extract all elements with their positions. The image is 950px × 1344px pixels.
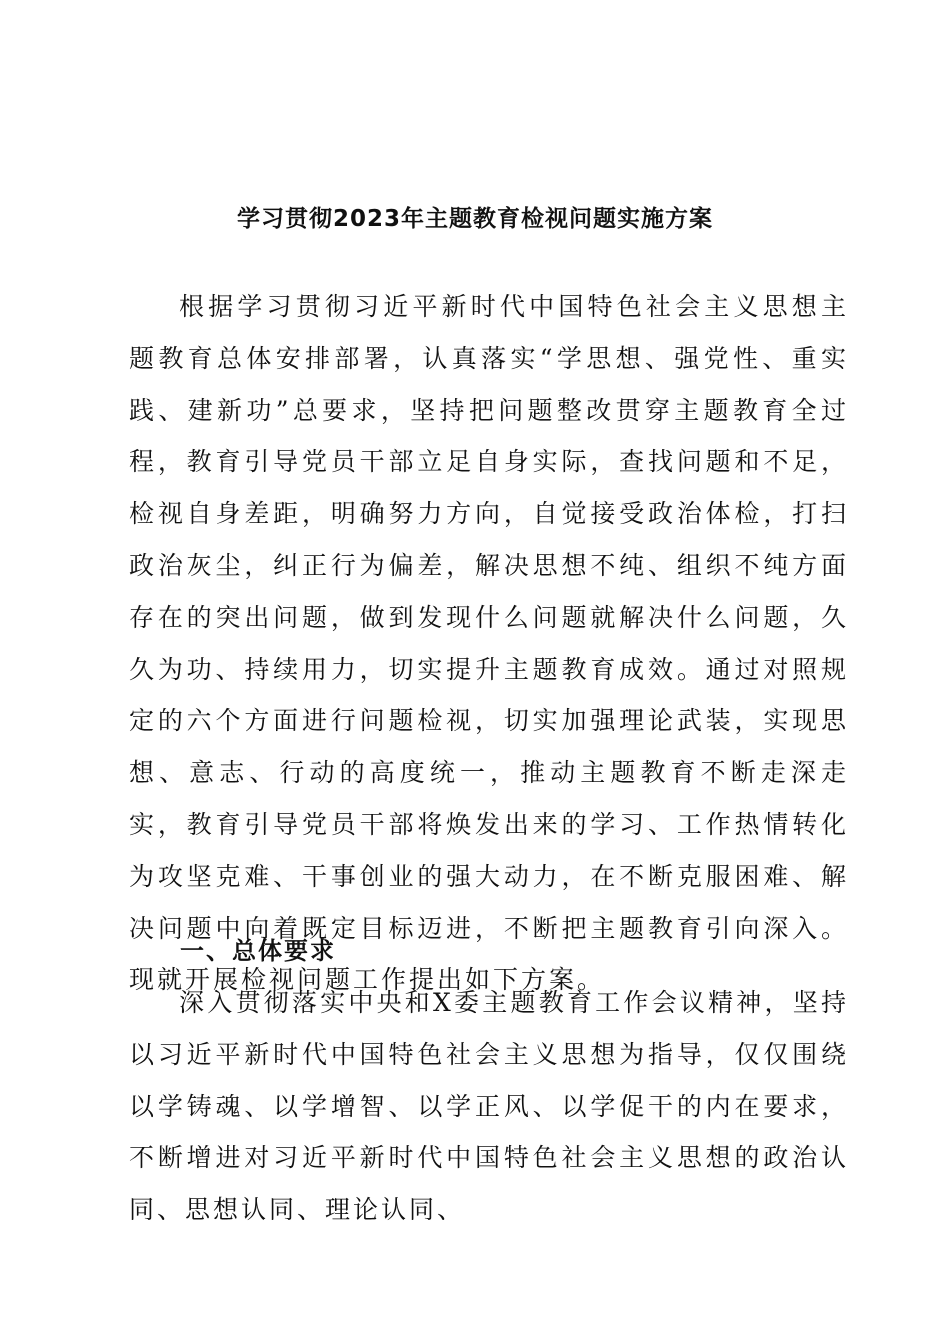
section-paragraph: 深入贯彻落实中央和X委主题教育工作会议精神，坚持以习近平新时代中国特色社会主义思想为指导，仅仅围绕以学铸魂、以学增智、以学正风、以学促干的内在要求，不断增进对习近平新时代中国特色社会主义思想的政治认同、思想认同、理论认同、 [129, 988, 849, 1225]
section-heading: 一、总体要求 [180, 937, 336, 965]
intro-paragraph: 根据学习贯彻习近平新时代中国特色社会主义思想主题教育总体安排部署，认真落实“学思想、强党性、重实践、建新功”总要求，坚持把问题整改贯穿主题教育全过程，教育引导党员干部立足自身实际，查找问题和不足，检视自身差距，明确努力方向，自觉接受政治体检，打扫政治灰尘，纠正行为偏差，解决思想不纯、组织不纯方面存在的突出问题，做到发现什么问题就解决什么问题，久久为功、持续用力，切实提升主题教育成效。通过对照规定的六个方面进行问题检视，切实加强理论武装，实现思想、意志、行动的高度统一，推动主题教育不断走深走实，教育引导党员干部将焕发出来的学习、工作热情转化为攻坚克难、干事创业的强大动力，在不断克服困难、解决问题中向着既定目标迈进，不断把主题教育引向深入。现就开展检视问题工作提出如下方案。 [129, 292, 849, 995]
document-title: 学习贯彻2023年主题教育检视问题实施方案 [236, 206, 713, 233]
